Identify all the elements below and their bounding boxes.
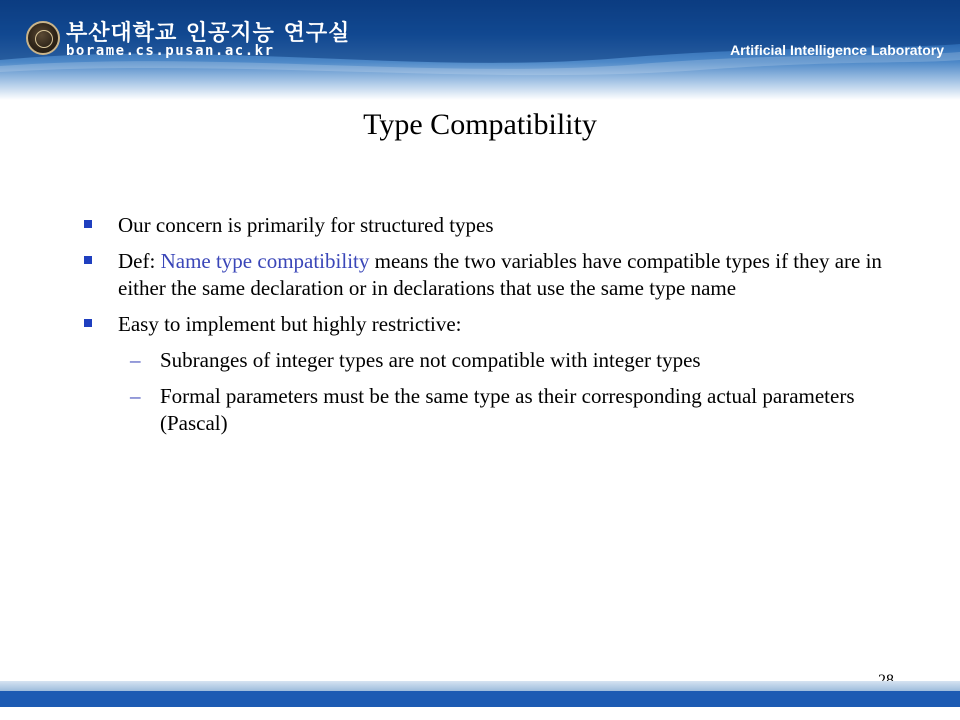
slide-body <box>84 212 884 446</box>
lab-name: Artificial Intelligence Laboratory <box>730 42 944 58</box>
slide-title: Type Compatibility <box>363 108 597 141</box>
bullet-item <box>84 311 884 338</box>
university-seal-icon <box>26 21 60 55</box>
sub-bullet-text: Formal parameters must be the same type as their corresponding actual parameters (Pascal) <box>160 384 855 435</box>
bullet-text: Easy to implement but highly restrictive: <box>118 312 462 336</box>
dash-bullet-icon: – <box>130 384 141 408</box>
university-name: 부산대학교 인공지능 연구실 <box>66 21 351 46</box>
bullet-text: Our concern is primarily for structured types <box>118 213 494 237</box>
highlighted-term: Name type compatibility <box>160 249 370 273</box>
sub-bullet-text: Subranges of integer types are not compatible with integer types <box>160 348 701 372</box>
footer-bar <box>0 691 960 720</box>
sub-bullet-item <box>84 383 884 437</box>
square-bullet-icon <box>84 256 92 264</box>
sub-bullet-item <box>84 347 884 374</box>
dash-bullet-icon: – <box>130 348 141 372</box>
bullet-prefix: Def: <box>118 249 161 273</box>
slide-header <box>0 0 960 100</box>
square-bullet-icon <box>84 319 92 327</box>
site-url: borame.cs.pusan.ac.kr <box>66 43 275 59</box>
bullet-item <box>84 212 884 239</box>
footer-stripe <box>0 681 960 691</box>
bullet-text: means the two variables have compatible types if they are in either the same declaration or in declarations that use the same type name <box>118 249 882 300</box>
square-bullet-icon <box>84 220 92 228</box>
bullet-item <box>84 248 884 302</box>
